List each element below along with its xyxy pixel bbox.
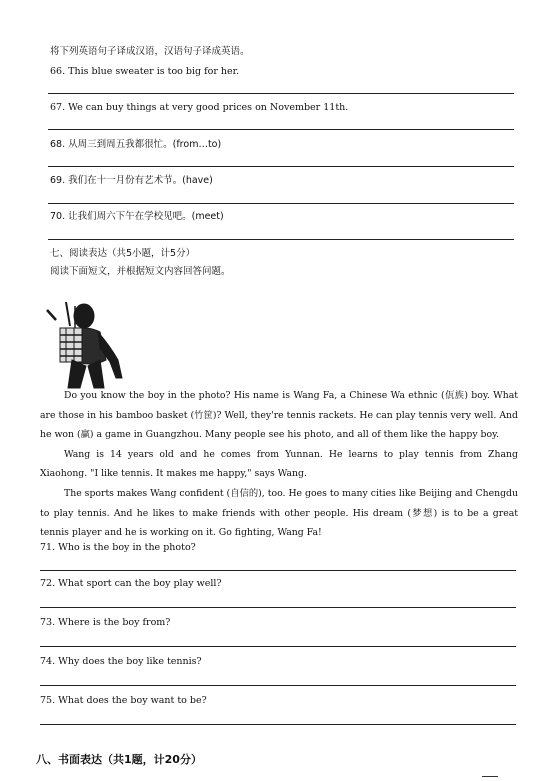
- answer-line-71[interactable]: [40, 570, 516, 571]
- answer-line-66[interactable]: [48, 93, 514, 94]
- answer-line-69[interactable]: [48, 203, 514, 204]
- question-67: 67. We can buy things at very good prices on November 11th.: [50, 102, 349, 113]
- question-70: 70. 让我们周六下午在学校见吧。(meet): [50, 211, 224, 222]
- question-71: 71. Who is the boy in the photo?: [40, 542, 196, 553]
- boy-with-basket-photo: [44, 302, 136, 390]
- question-74: 74. Why does the boy like tennis?: [40, 656, 202, 667]
- answer-line-72[interactable]: [40, 607, 516, 608]
- translation-instruction: 将下列英语句子译成汉语，汉语句子译成英语。: [50, 46, 250, 57]
- question-68: 68. 从周三到周五我都很忙。(from…to): [50, 139, 222, 150]
- passage-paragraph-2: Wang is 14 years old and he comes from Yunnan. He learns to play tennis from Zhang Xiaohong. "I like tennis. It makes me happy," says Wang.: [40, 448, 518, 480]
- question-73: 73. Where is the boy from?: [40, 617, 171, 628]
- reading-passage: [40, 386, 518, 543]
- question-66: 66. This blue sweater is too big for her.: [50, 66, 240, 77]
- answer-line-74[interactable]: [40, 685, 516, 686]
- question-75: 75. What does the boy want to be?: [40, 695, 207, 706]
- writing-heading: 八、书面表达（共1题，计20分）: [36, 753, 202, 766]
- question-69: 69. 我们在十一月份有艺术节。(have): [50, 175, 213, 186]
- reading-heading: 七、阅读表达（共5小题，计5分）: [50, 248, 196, 259]
- answer-line-68[interactable]: [48, 166, 514, 167]
- corner-mark: [482, 776, 498, 777]
- answer-line-73[interactable]: [40, 646, 516, 647]
- answer-line-67[interactable]: [48, 129, 514, 130]
- answer-line-70[interactable]: [48, 239, 514, 240]
- answer-line-75[interactable]: [40, 724, 516, 725]
- reading-instruction: 阅读下面短文，并根据短文内容回答问题。: [50, 266, 231, 277]
- passage-paragraph-3: The sports makes Wang confident (自信的), too. He goes to many cities like Beijing and Chengdu to play tennis. And he likes to make friends with other people. His dream (梦想) is to be a great tennis player and he is working on it. Go fighting, Wang Fa!: [40, 487, 518, 539]
- passage-paragraph-1: Do you know the boy in the photo? His name is Wang Fa, a Chinese Wa ethnic (佤族) boy. What are those in his bamboo basket (竹筐)? Well, they're tennis rackets. He can play tennis very well. And he won (赢) a game in Guangzhou. Many people see his photo, and all of them like the happy boy.: [40, 390, 518, 441]
- question-72: 72. What sport can the boy play well?: [40, 578, 222, 589]
